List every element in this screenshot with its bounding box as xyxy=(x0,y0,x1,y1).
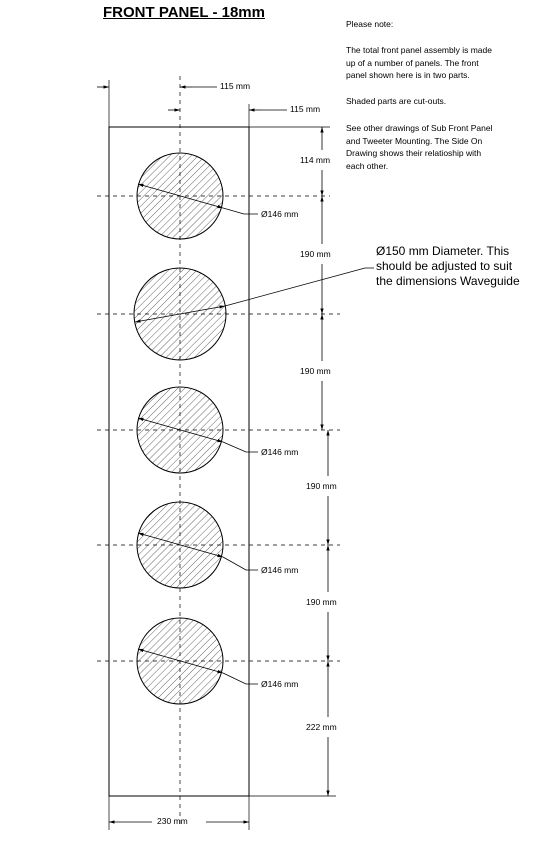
dim-spacing-3: 190 mm xyxy=(306,481,337,491)
dim-bottom-offset: 222 mm xyxy=(306,722,337,732)
callout-line: Ø150 mm Diameter. This xyxy=(376,244,510,258)
dim-right-offset: 115 mm xyxy=(290,104,321,114)
dim-spacing-2: 190 mm xyxy=(300,366,331,376)
diameter-leader xyxy=(223,557,258,570)
note-line: Drawing shows their relatioship with xyxy=(346,148,482,158)
dim-top-offset: 114 mm xyxy=(300,155,331,165)
note-line: The total front panel assembly is made xyxy=(346,45,492,55)
note-line: up of a number of panels. The front xyxy=(346,57,479,68)
note-line: and Tweeter Mounting. The Side On xyxy=(346,135,483,146)
diameter-leader xyxy=(223,208,258,214)
circle-diameter-label: Ø146 mm xyxy=(261,209,299,219)
drawing-title: FRONT PANEL - 18mm xyxy=(103,4,265,21)
dim-center-offset: 115 mm xyxy=(220,81,251,91)
circle-diameter-label: Ø146 mm xyxy=(261,565,299,575)
callout-line: the dimensions Waveguide xyxy=(376,274,520,288)
notes-paragraph-2: Shaded parts are cut-outs. xyxy=(346,96,447,106)
dim-spacing-1: 190 mm xyxy=(300,249,331,259)
note-line: each other. xyxy=(346,160,389,171)
circle-diameter-label: Ø146 mm xyxy=(261,679,299,689)
callout-leader xyxy=(225,268,374,306)
notes-heading: Please note: xyxy=(346,19,394,29)
callout-line: should be adjusted to suit xyxy=(376,259,513,273)
circle-diameter-label: Ø146 mm xyxy=(261,447,299,457)
dim-panel-width: 230 mm xyxy=(157,816,188,826)
dim-spacing-4: 190 mm xyxy=(306,597,337,607)
diameter-leader xyxy=(223,673,258,684)
note-line: See other drawings of Sub Front Panel xyxy=(346,123,493,133)
note-line: panel shown here is in two parts. xyxy=(346,70,470,80)
diameter-leader xyxy=(223,442,258,452)
